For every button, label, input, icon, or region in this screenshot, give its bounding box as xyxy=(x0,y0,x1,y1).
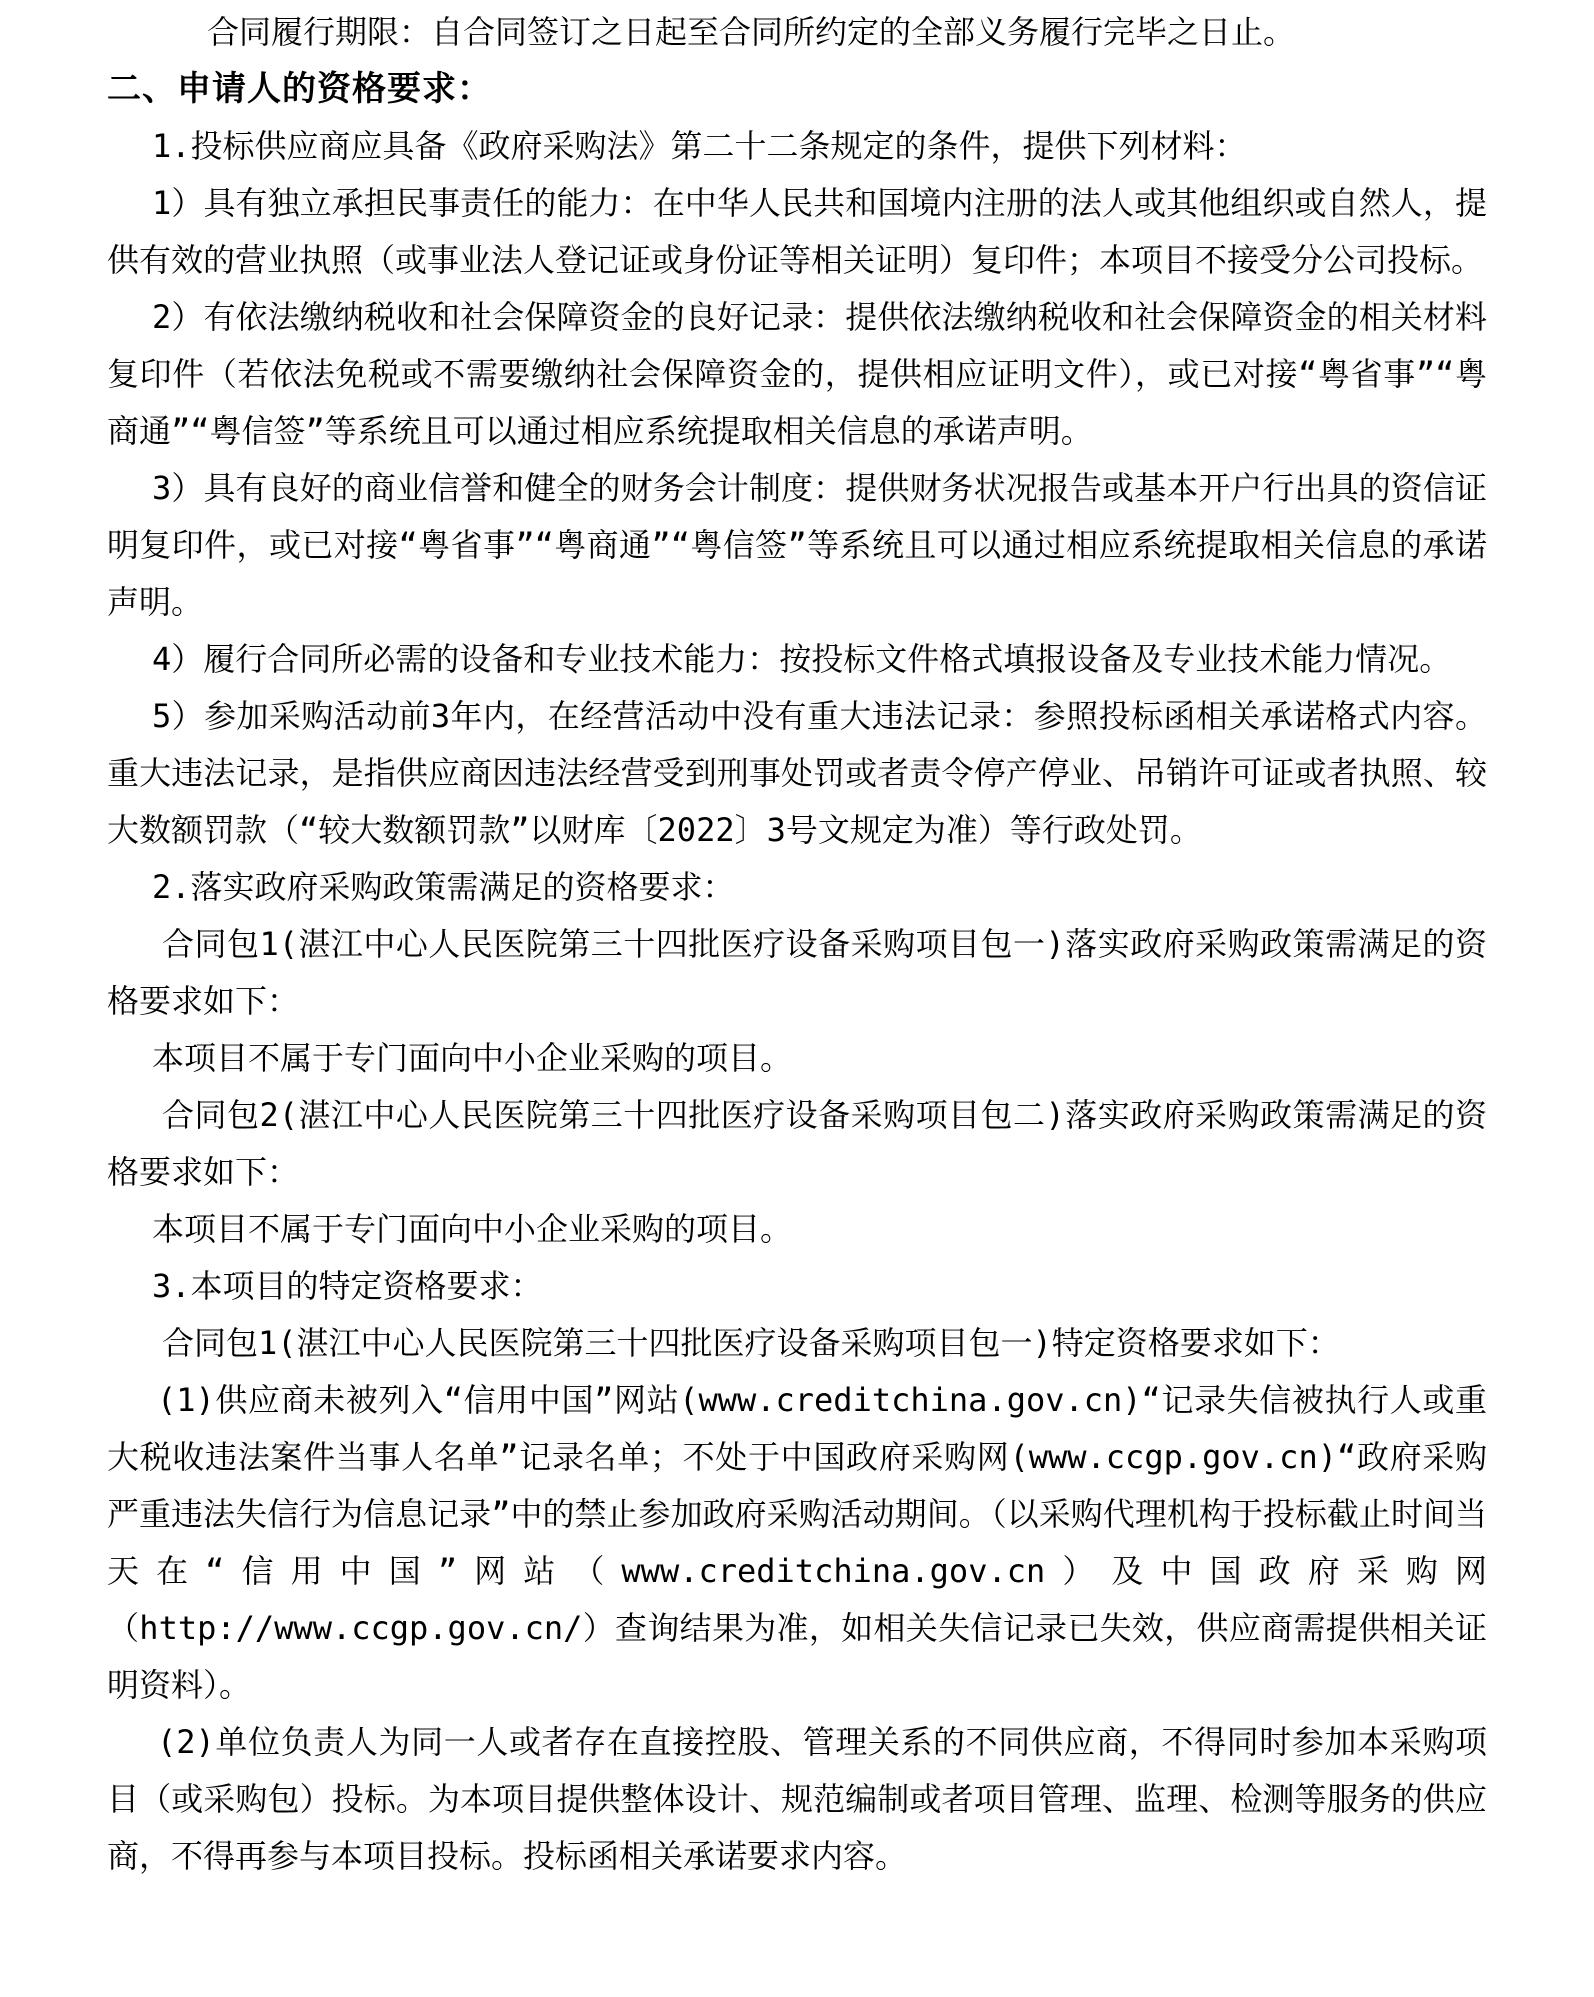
specific-requirement-1: (1)供应商未被列入“信用中国”网站(www.creditchina.gov.cn)“记录失信被执行人或重大税收违法案件当事人名单”记录名单；不处于中国政府采购网(www.ccgp.gov.cn)“政府采购严重违法失信行为信息记录”中的禁止参加政府采购活动期间。（以采购代理机构于投标截止时间当天在“信用中国”网站（www.creditchina.gov.cn）及中国政府采购网（http://www.ccgp.gov.cn/）查询结果为准，如相关失信记录已失效，供应商需提供相关证明资料）。 xyxy=(107,1381,1487,1704)
package2-policy-note: 本项目不属于专门面向中小企业采购的项目。 xyxy=(152,1210,793,1248)
clause-1-4: 4）履行合同所必需的设备和专业技术能力：按投标文件格式填报设备及专业技术能力情况。 xyxy=(152,640,1452,678)
clause-1-1: 1）具有独立承担民事责任的能力：在中华人民共和国境内注册的法人或其他组织或自然人，提供有效的营业执照（或事业法人登记证或身份证等相关证明）复印件；本项目不接受分公司投标。 xyxy=(107,184,1487,279)
specific-requirement-2: (2)单位负责人为同一人或者存在直接控股、管理关系的不同供应商，不得同时参加本采购项目（或采购包）投标。为本项目提供整体设计、规范编制或者项目管理、监理、检测等服务的供应商，不得再参与本项目投标。投标函相关承诺要求内容。 xyxy=(107,1723,1487,1875)
clause-1-2: 2）有依法缴纳税收和社会保障资金的良好记录：提供依法缴纳税收和社会保障资金的相关材料复印件（若依法免税或不需要缴纳社会保障资金的，提供相应证明文件），或已对接“粤省事”“粤商通”“粤信签”等系统且可以通过相应系统提取相关信息的承诺声明。 xyxy=(107,298,1487,450)
package2-policy-requirements: 合同包2(湛江中心人民医院第三十四批医疗设备采购项目包二)落实政府采购政策需满足的资格要求如下： xyxy=(107,1096,1487,1191)
clause-1: 1.投标供应商应具备《政府采购法》第二十二条规定的条件，提供下列材料： xyxy=(152,127,1247,165)
section-heading: 二、申请人的资格要求： xyxy=(107,69,492,109)
package1-policy-requirements: 合同包1(湛江中心人民医院第三十四批医疗设备采购项目包一)落实政府采购政策需满足的资格要求如下： xyxy=(107,925,1487,1020)
clause-1-5: 5）参加采购活动前3年内，在经营活动中没有重大违法记录：参照投标函相关承诺格式内容。重大违法记录，是指供应商因违法经营受到刑事处罚或者责令停产停业、吊销许可证或者执照、较大数额罚款（“较大数额罚款”以财库〔2022〕3号文规定为准）等行政处罚。 xyxy=(107,697,1487,849)
contract-period-line: 合同履行期限：自合同签订之日起至合同所约定的全部义务履行完毕之日止。 xyxy=(207,13,1296,51)
package1-specific-requirements-title: 合同包1(湛江中心人民医院第三十四批医疗设备采购项目包一)特定资格要求如下： xyxy=(162,1324,1340,1362)
clause-3: 3.本项目的特定资格要求： xyxy=(152,1267,543,1305)
package1-policy-note: 本项目不属于专门面向中小企业采购的项目。 xyxy=(152,1039,793,1077)
clause-2: 2.落实政府采购政策需满足的资格要求： xyxy=(152,868,735,906)
clause-1-3: 3）具有良好的商业信誉和健全的财务会计制度：提供财务状况报告或基本开户行出具的资信证明复印件，或已对接“粤省事”“粤商通”“粤信签”等系统且可以通过相应系统提取相关信息的承诺声明。 xyxy=(107,469,1487,621)
